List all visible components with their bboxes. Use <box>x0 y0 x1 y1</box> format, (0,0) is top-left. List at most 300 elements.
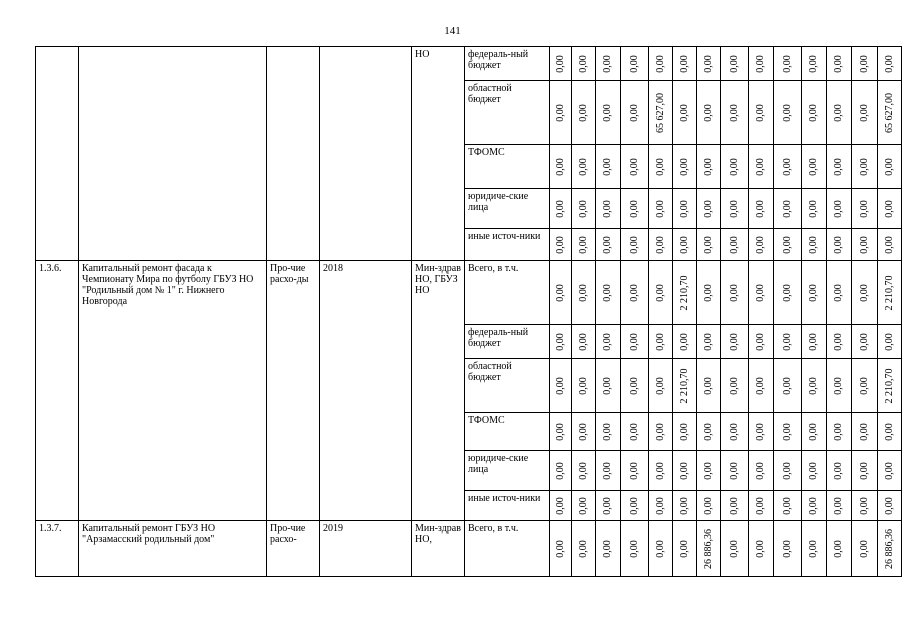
responsible-org: Мин-здрав НО, <box>412 521 465 577</box>
table-row <box>36 521 902 577</box>
expense-type <box>267 47 320 261</box>
value-text: 0,00 <box>833 376 844 395</box>
value-text: 0,00 <box>858 422 870 441</box>
value-text: 0,00 <box>728 539 740 558</box>
year: 2018 <box>320 261 412 521</box>
item-number: 1.3.6. <box>36 261 79 521</box>
value-text: 0,00 <box>602 376 613 395</box>
funding-source: ТФОМС <box>465 413 550 451</box>
value-cell <box>852 521 878 577</box>
value-text: 0,00 <box>678 235 690 254</box>
year: 2019 <box>320 521 412 577</box>
funding-source: иные источ-ники <box>465 229 550 261</box>
value-cell <box>878 189 902 229</box>
value-cell <box>852 359 878 413</box>
value-cell <box>721 451 749 491</box>
value-text: 0,00 <box>728 283 740 302</box>
value-text: 0,00 <box>628 332 640 351</box>
value-text: 0,00 <box>628 283 640 302</box>
value-text: 0,00 <box>858 103 870 122</box>
value-text: 0,00 <box>883 54 895 73</box>
item-name: Капитальный ремонт фасада к Чемпионату Мира по футболу ГБУЗ НО "Родильный дом № 1" г. Нижнего Новгорода <box>79 261 267 521</box>
value-text: 0,00 <box>728 376 740 395</box>
value-cell <box>621 451 649 491</box>
item-name <box>79 47 267 261</box>
value-text: 0,00 <box>808 283 819 302</box>
value-text: 0,00 <box>808 461 819 480</box>
value-cell <box>749 413 774 451</box>
value-text: 0,00 <box>808 235 819 254</box>
value-text: 0,00 <box>654 235 666 254</box>
value-cell <box>749 325 774 359</box>
value-cell <box>673 47 697 81</box>
value-text: 0,00 <box>702 496 714 515</box>
value-text: 0,00 <box>755 283 766 302</box>
value-cell <box>697 491 721 521</box>
value-text: 65 627,00 <box>654 92 666 133</box>
value-text: 0,00 <box>833 283 844 302</box>
value-cell <box>878 359 902 413</box>
value-text: 0,00 <box>755 376 766 395</box>
value-text: 0,00 <box>678 54 690 73</box>
value-cell <box>621 491 649 521</box>
funding-source: Всего, в т.ч. <box>465 521 550 577</box>
value-text: 0,00 <box>702 332 714 351</box>
value-cell <box>827 325 852 359</box>
value-cell <box>697 521 721 577</box>
value-text: 0,00 <box>602 539 613 558</box>
value-text: 0,00 <box>781 283 793 302</box>
value-cell <box>673 145 697 189</box>
value-cell <box>649 189 673 229</box>
value-text: 0,00 <box>833 539 844 558</box>
value-text: 0,00 <box>654 539 666 558</box>
value-text: 0,00 <box>654 422 666 441</box>
value-cell <box>572 451 596 491</box>
value-text: 0,00 <box>755 103 766 122</box>
value-text: 0,00 <box>858 283 870 302</box>
value-cell <box>649 451 673 491</box>
value-text: 0,00 <box>602 283 613 302</box>
value-cell <box>572 359 596 413</box>
value-cell <box>596 261 621 325</box>
value-text: 0,00 <box>883 422 895 441</box>
value-text: 0,00 <box>678 496 690 515</box>
value-text: 26 886,36 <box>883 528 895 569</box>
value-cell <box>649 359 673 413</box>
funding-source: иные источ-ники <box>465 491 550 521</box>
value-cell <box>621 325 649 359</box>
value-cell <box>721 47 749 81</box>
value-cell <box>596 491 621 521</box>
responsible-org: НО <box>412 47 465 261</box>
value-cell <box>721 145 749 189</box>
value-cell <box>621 521 649 577</box>
value-text: 26 886,36 <box>702 528 714 569</box>
value-text: 0,00 <box>554 157 566 176</box>
value-text: 0,00 <box>833 199 844 218</box>
value-cell <box>697 81 721 145</box>
value-cell <box>774 451 802 491</box>
value-text: 0,00 <box>678 332 690 351</box>
value-text: 0,00 <box>833 157 844 176</box>
value-text: 0,00 <box>602 157 613 176</box>
value-cell <box>596 145 621 189</box>
value-cell <box>596 413 621 451</box>
value-cell <box>673 325 697 359</box>
value-text: 0,00 <box>577 235 589 254</box>
value-cell <box>697 359 721 413</box>
value-text: 0,00 <box>755 461 766 480</box>
value-cell <box>621 47 649 81</box>
value-text: 0,00 <box>728 235 740 254</box>
value-cell <box>827 47 852 81</box>
value-text: 0,00 <box>833 496 844 515</box>
year <box>320 47 412 261</box>
value-cell <box>550 229 572 261</box>
table-row <box>36 47 902 81</box>
value-text: 0,00 <box>728 103 740 122</box>
value-cell <box>774 145 802 189</box>
value-text: 0,00 <box>702 235 714 254</box>
value-cell <box>721 325 749 359</box>
value-text: 0,00 <box>602 496 613 515</box>
value-text: 0,00 <box>678 422 690 441</box>
value-cell <box>572 47 596 81</box>
value-text: 0,00 <box>654 54 666 73</box>
value-text: 0,00 <box>577 461 589 480</box>
value-cell <box>802 521 827 577</box>
value-cell <box>649 145 673 189</box>
value-cell <box>721 413 749 451</box>
value-text: 0,00 <box>628 422 640 441</box>
value-text: 0,00 <box>554 54 566 73</box>
value-cell <box>550 359 572 413</box>
value-cell <box>852 229 878 261</box>
value-text: 0,00 <box>577 157 589 176</box>
value-cell <box>852 81 878 145</box>
value-cell <box>621 261 649 325</box>
value-text: 0,00 <box>883 332 895 351</box>
value-text: 0,00 <box>554 332 566 351</box>
value-text: 0,00 <box>858 496 870 515</box>
value-cell <box>596 81 621 145</box>
value-text: 0,00 <box>702 283 714 302</box>
value-cell <box>749 359 774 413</box>
value-cell <box>649 261 673 325</box>
value-cell <box>572 261 596 325</box>
value-text: 2 210,70 <box>883 275 895 310</box>
value-cell <box>673 261 697 325</box>
value-text: 0,00 <box>654 283 666 302</box>
value-text: 0,00 <box>702 199 714 218</box>
value-cell <box>827 229 852 261</box>
value-cell <box>596 521 621 577</box>
value-cell <box>721 491 749 521</box>
value-text: 0,00 <box>654 157 666 176</box>
value-cell <box>572 413 596 451</box>
value-cell <box>649 325 673 359</box>
value-text: 0,00 <box>808 332 819 351</box>
funding-source: юридиче-ские лица <box>465 451 550 491</box>
value-cell <box>878 261 902 325</box>
value-text: 0,00 <box>781 461 793 480</box>
value-cell <box>649 491 673 521</box>
value-cell <box>878 491 902 521</box>
value-cell <box>550 521 572 577</box>
value-text: 0,00 <box>728 54 740 73</box>
value-cell <box>550 145 572 189</box>
funding-source: Всего, в т.ч. <box>465 261 550 325</box>
value-text: 0,00 <box>833 103 844 122</box>
value-cell <box>749 521 774 577</box>
value-cell <box>572 81 596 145</box>
value-cell <box>852 451 878 491</box>
value-text: 0,00 <box>883 496 895 515</box>
value-cell <box>550 491 572 521</box>
value-cell <box>572 521 596 577</box>
value-text: 0,00 <box>858 376 870 395</box>
value-cell <box>596 189 621 229</box>
item-number: 1.3.7. <box>36 521 79 577</box>
value-text: 0,00 <box>728 157 740 176</box>
value-text: 0,00 <box>808 103 819 122</box>
page-number: 141 <box>444 25 461 37</box>
value-text: 0,00 <box>728 199 740 218</box>
value-text: 0,00 <box>781 235 793 254</box>
value-cell <box>572 325 596 359</box>
value-cell <box>774 491 802 521</box>
value-cell <box>774 189 802 229</box>
value-cell <box>673 359 697 413</box>
value-cell <box>774 261 802 325</box>
value-text: 0,00 <box>858 461 870 480</box>
item-number <box>36 47 79 261</box>
funding-source: юридиче-ские лица <box>465 189 550 229</box>
value-text: 0,00 <box>781 539 793 558</box>
value-cell <box>802 359 827 413</box>
value-cell <box>596 325 621 359</box>
expense-type: Про-чие расхо-ды <box>267 261 320 521</box>
value-text: 0,00 <box>755 235 766 254</box>
value-cell <box>852 145 878 189</box>
funding-source: федераль-ный бюджет <box>465 325 550 359</box>
value-text: 0,00 <box>577 332 589 351</box>
value-cell <box>749 47 774 81</box>
value-cell <box>572 189 596 229</box>
value-cell <box>878 47 902 81</box>
value-text: 0,00 <box>858 157 870 176</box>
value-cell <box>621 229 649 261</box>
value-text: 0,00 <box>833 54 844 73</box>
value-cell <box>852 325 878 359</box>
value-cell <box>878 413 902 451</box>
value-cell <box>749 81 774 145</box>
value-cell <box>802 81 827 145</box>
value-text: 0,00 <box>781 376 793 395</box>
value-cell <box>572 491 596 521</box>
value-text: 0,00 <box>602 422 613 441</box>
value-text: 0,00 <box>654 496 666 515</box>
value-text: 0,00 <box>858 199 870 218</box>
value-cell <box>774 413 802 451</box>
value-text: 0,00 <box>654 461 666 480</box>
value-text: 2 210,70 <box>678 368 690 403</box>
value-cell <box>721 521 749 577</box>
value-cell <box>878 451 902 491</box>
value-text: 2 210,70 <box>678 275 690 310</box>
value-cell <box>802 451 827 491</box>
value-text: 0,00 <box>702 461 714 480</box>
value-text: 0,00 <box>628 235 640 254</box>
value-text: 0,00 <box>808 539 819 558</box>
value-cell <box>802 261 827 325</box>
value-cell <box>721 359 749 413</box>
value-text: 0,00 <box>628 539 640 558</box>
value-text: 0,00 <box>702 376 714 395</box>
value-text: 0,00 <box>781 54 793 73</box>
item-name: Капитальный ремонт ГБУЗ НО "Арзамасский родильный дом" <box>79 521 267 577</box>
value-cell <box>802 47 827 81</box>
value-cell <box>878 521 902 577</box>
value-cell <box>827 521 852 577</box>
value-cell <box>673 189 697 229</box>
value-text: 0,00 <box>554 103 566 122</box>
value-cell <box>649 413 673 451</box>
value-cell <box>802 491 827 521</box>
value-text: 0,00 <box>577 496 589 515</box>
value-cell <box>721 261 749 325</box>
value-text: 0,00 <box>728 496 740 515</box>
value-text: 0,00 <box>554 283 566 302</box>
value-cell <box>697 47 721 81</box>
value-cell <box>749 189 774 229</box>
value-text: 0,00 <box>781 157 793 176</box>
value-text: 0,00 <box>702 103 714 122</box>
value-cell <box>852 189 878 229</box>
value-text: 2 210,70 <box>883 368 895 403</box>
funding-source: областной бюджет <box>465 81 550 145</box>
value-text: 0,00 <box>755 332 766 351</box>
value-cell <box>878 81 902 145</box>
value-text: 0,00 <box>755 199 766 218</box>
value-text: 0,00 <box>781 103 793 122</box>
value-cell <box>802 229 827 261</box>
funding-source: ТФОМС <box>465 145 550 189</box>
value-cell <box>673 229 697 261</box>
value-text: 0,00 <box>781 199 793 218</box>
value-text: 0,00 <box>781 332 793 351</box>
value-text: 0,00 <box>833 422 844 441</box>
value-cell <box>649 229 673 261</box>
value-text: 0,00 <box>577 283 589 302</box>
value-cell <box>852 491 878 521</box>
value-text: 0,00 <box>602 199 613 218</box>
value-cell <box>649 521 673 577</box>
value-cell <box>802 145 827 189</box>
value-cell <box>774 325 802 359</box>
value-cell <box>697 451 721 491</box>
value-text: 0,00 <box>728 422 740 441</box>
value-cell <box>621 81 649 145</box>
value-cell <box>621 359 649 413</box>
value-text: 0,00 <box>678 461 690 480</box>
value-text: 0,00 <box>602 103 613 122</box>
value-cell <box>673 451 697 491</box>
value-text: 0,00 <box>808 199 819 218</box>
value-text: 0,00 <box>858 539 870 558</box>
funding-source: областной бюджет <box>465 359 550 413</box>
value-cell <box>878 325 902 359</box>
value-text: 0,00 <box>883 157 895 176</box>
value-text: 0,00 <box>577 422 589 441</box>
value-text: 0,00 <box>554 461 566 480</box>
value-cell <box>550 47 572 81</box>
value-text: 0,00 <box>554 235 566 254</box>
value-cell <box>878 229 902 261</box>
value-text: 0,00 <box>577 376 589 395</box>
value-text: 0,00 <box>728 332 740 351</box>
value-text: 0,00 <box>554 199 566 218</box>
value-text: 0,00 <box>654 332 666 351</box>
value-cell <box>697 189 721 229</box>
value-cell <box>673 81 697 145</box>
value-cell <box>827 81 852 145</box>
value-text: 0,00 <box>808 157 819 176</box>
value-cell <box>827 491 852 521</box>
value-cell <box>673 491 697 521</box>
value-text: 0,00 <box>654 376 666 395</box>
value-text: 0,00 <box>728 461 740 480</box>
value-text: 0,00 <box>858 235 870 254</box>
value-cell <box>550 261 572 325</box>
expense-type: Про-чие расхо- <box>267 521 320 577</box>
value-text: 0,00 <box>678 157 690 176</box>
value-text: 0,00 <box>554 539 566 558</box>
value-text: 0,00 <box>577 54 589 73</box>
value-text: 0,00 <box>858 54 870 73</box>
value-cell <box>827 261 852 325</box>
value-text: 0,00 <box>808 376 819 395</box>
value-text: 0,00 <box>883 199 895 218</box>
value-text: 0,00 <box>554 422 566 441</box>
table-row <box>36 261 902 325</box>
value-cell <box>697 145 721 189</box>
value-cell <box>852 413 878 451</box>
value-text: 0,00 <box>858 332 870 351</box>
value-text: 0,00 <box>577 103 589 122</box>
value-text: 0,00 <box>602 235 613 254</box>
value-text: 0,00 <box>833 332 844 351</box>
value-cell <box>550 413 572 451</box>
value-cell <box>852 47 878 81</box>
value-cell <box>774 521 802 577</box>
value-cell <box>596 229 621 261</box>
value-cell <box>550 325 572 359</box>
value-cell <box>721 189 749 229</box>
value-text: 0,00 <box>755 539 766 558</box>
value-cell <box>802 325 827 359</box>
value-cell <box>550 451 572 491</box>
value-text: 0,00 <box>602 54 613 73</box>
value-cell <box>621 413 649 451</box>
value-text: 0,00 <box>628 376 640 395</box>
value-text: 0,00 <box>808 422 819 441</box>
value-text: 0,00 <box>577 539 589 558</box>
funding-source: федераль-ный бюджет <box>465 47 550 81</box>
value-text: 0,00 <box>755 54 766 73</box>
value-text: 0,00 <box>554 376 566 395</box>
